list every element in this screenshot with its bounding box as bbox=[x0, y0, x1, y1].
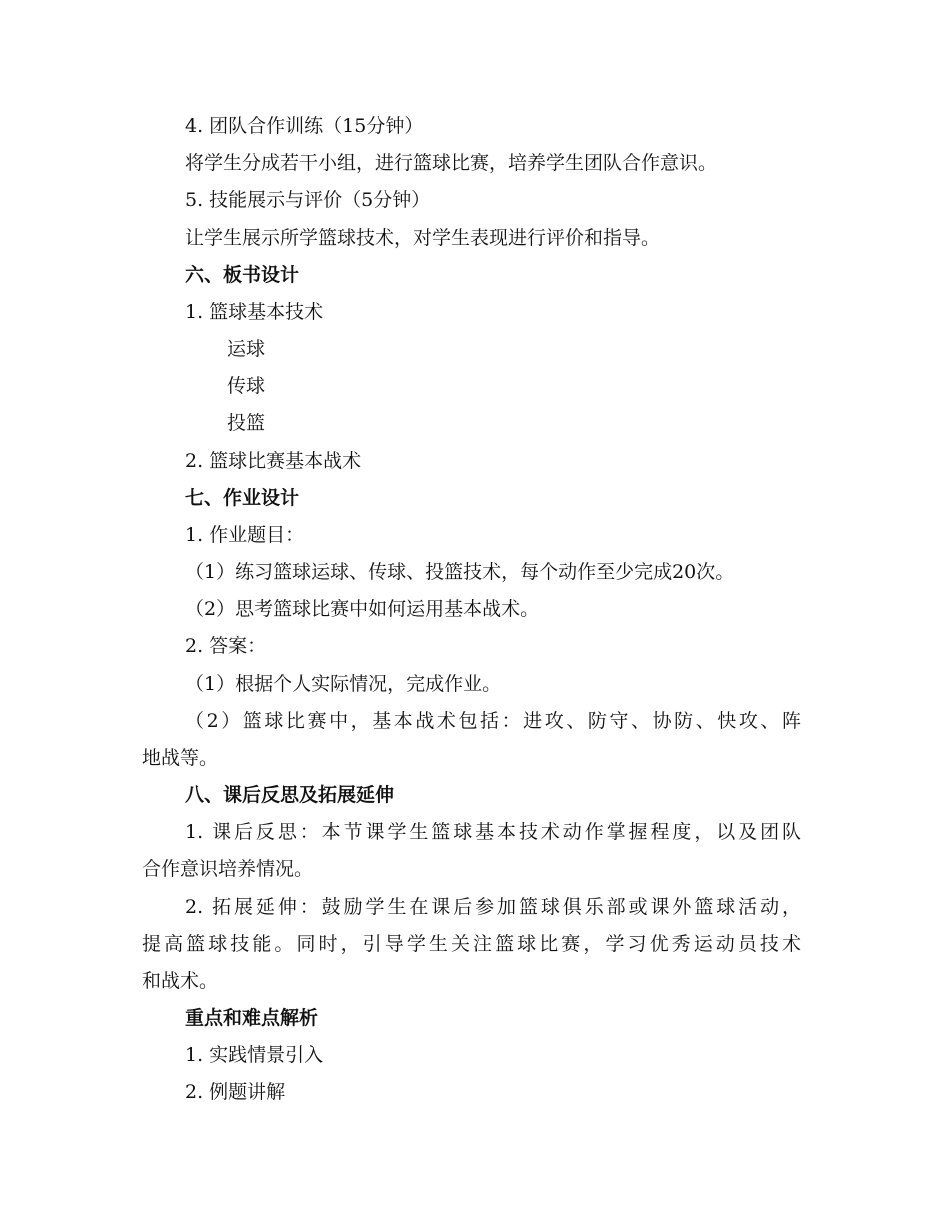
list-item-basic-tactics: 2. 篮球比赛基本战术 bbox=[185, 450, 362, 472]
list-item-team-training: 4. 团队合作训练（15分钟） bbox=[185, 115, 424, 137]
list-item-basic-skills: 1. 篮球基本技术 bbox=[185, 301, 324, 323]
reflection-line-1: 1. 课后反思：本节课学生篮球基本技术动作掌握程度，以及团队 bbox=[185, 821, 801, 843]
list-item-skill-display: 5. 技能展示与评价（5分钟） bbox=[185, 189, 431, 211]
answer-2-line-2: 地战等。 bbox=[142, 747, 219, 769]
sub-item-dribble: 运球 bbox=[227, 338, 266, 360]
answer-2-line-1: （2）篮球比赛中，基本战术包括：进攻、防守、协防、快攻、阵 bbox=[185, 710, 801, 732]
extension-line-3: 和战术。 bbox=[142, 970, 219, 992]
extension-line-1: 2. 拓展延伸：鼓励学生在课后参加篮球俱乐部或课外篮球活动， bbox=[185, 896, 801, 918]
section-heading-board-design: 六、板书设计 bbox=[185, 264, 300, 286]
sub-item-pass: 传球 bbox=[227, 375, 266, 397]
section-heading-reflection: 八、课后反思及拓展延伸 bbox=[185, 784, 395, 806]
sub-item-shoot: 投篮 bbox=[227, 412, 266, 434]
answer-1: （1）根据个人实际情况，完成作业。 bbox=[185, 673, 502, 695]
reflection-line-2: 合作意识培养情况。 bbox=[142, 858, 314, 880]
paragraph-team-training: 将学生分成若干小组，进行篮球比赛，培养学生团队合作意识。 bbox=[185, 152, 718, 174]
list-item-example-explanation: 2. 例题讲解 bbox=[185, 1081, 286, 1103]
list-item-answers: 2. 答案： bbox=[185, 635, 267, 657]
homework-question-1: （1）练习篮球运球、传球、投篮技术，每个动作至少完成20次。 bbox=[185, 561, 735, 583]
paragraph-skill-display: 让学生展示所学篮球技术，对学生表现进行评价和指导。 bbox=[185, 227, 661, 249]
list-item-homework-questions: 1. 作业题目： bbox=[185, 524, 305, 546]
section-heading-homework: 七、作业设计 bbox=[185, 487, 300, 509]
homework-question-2: （2）思考篮球比赛中如何运用基本战术。 bbox=[185, 598, 540, 620]
list-item-practice-intro: 1. 实践情景引入 bbox=[185, 1044, 324, 1066]
extension-line-2: 提高篮球技能。同时，引导学生关注篮球比赛，学习优秀运动员技术 bbox=[142, 933, 801, 955]
section-heading-key-points: 重点和难点解析 bbox=[185, 1007, 319, 1029]
